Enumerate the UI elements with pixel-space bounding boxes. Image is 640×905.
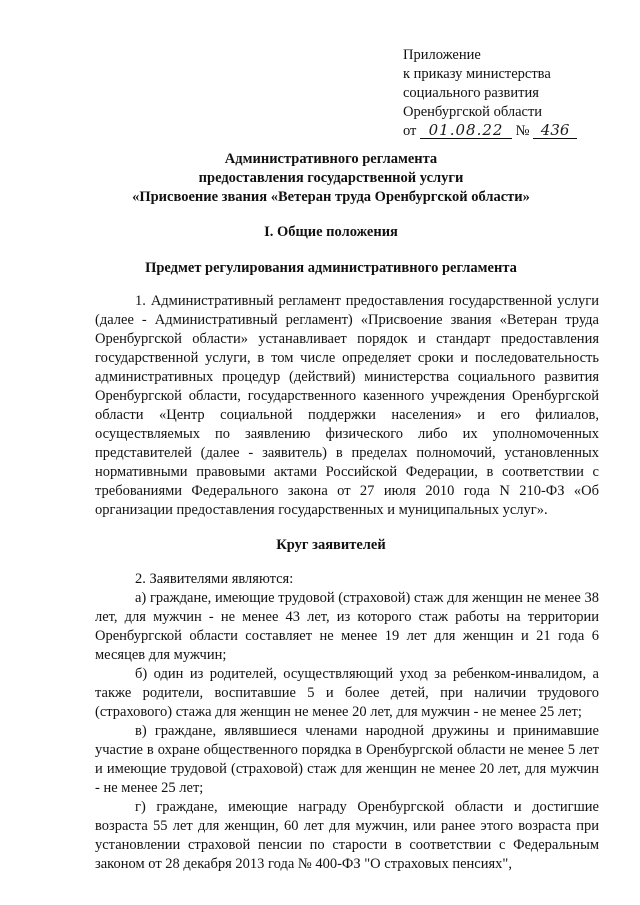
paragraph-1: 1. Административный регламент предоставления государственной услуги (далее - Административный регламент) «Присвоение звания «Ветеран труда Оренбургской области» устанавливает порядок и стандарт предоставления государственной услуги, в том числе определяет сроки и последовательность административных процедур (действий) министерства социального развития Оренбургской области, государственного казенного учреждения Оренбургской области «Центр социальной поддержки населения» и его филиалов, осуществляемых по заявлению физического либо их уполномоченных представителей (далее - заявитель) в пределах полномочий, установленных нормативными правовыми актами Российской Федерации, в соответствии с требованиями Федерального закона от 27 июля 2010 года N 210-ФЗ «Об организации предоставления государственных и муниципальных услуг».: [95, 293, 599, 518]
applicant-item-c: в) граждане, являвшиеся членами народной дружины и принимавшие участие в охране общественного порядка в Оренбургской области не менее 5 лет и имеющие трудовой (страховой) стаж для женщин не менее 20 лет, для мужчин - не менее 25 лет;: [95, 723, 599, 796]
title-line-1: Административного регламента: [224, 151, 438, 167]
appendix-line-3: социального развития: [403, 85, 539, 101]
applicant-item-d: г) граждане, имеющие награду Оренбургской области и достигшие возраста 55 лет для женщин, 60 лет для мужчин, или ранее этого возраста при установлении страховой пенсии по старости в соответствии с Федеральным законом от 28 декабря 2013 года № 400-ФЗ "О страховых пенсиях",: [95, 799, 599, 872]
handwritten-date: 01.08.22: [420, 122, 512, 139]
applicants-heading: Круг заявителей: [276, 537, 386, 553]
handwritten-number: 436: [533, 122, 577, 139]
number-label: №: [515, 123, 530, 139]
appendix-line-4: Оренбургской области: [403, 104, 543, 120]
appendix-date-number-line: [403, 122, 623, 141]
from-label: от: [403, 123, 417, 139]
title-line-3: «Присвоение звания «Ветеран труда Оренбургской области»: [132, 189, 530, 205]
applicant-item-a: а) граждане, имеющие трудовой (страховой) стаж для женщин не менее 38 лет, для мужчин - не менее 43 лет, из которого стаж работы на территории Оренбургской области составляет не менее 19 лет для женщин и 21 года 6 месяцев для мужчин;: [95, 590, 599, 663]
applicants-intro: 2. Заявителями являются:: [135, 571, 294, 587]
document-title: [96, 150, 566, 207]
title-line-2: предоставления государственной услуги: [198, 170, 464, 186]
section-heading: I. Общие положения: [264, 224, 398, 240]
appendix-block: [403, 46, 623, 141]
applicant-item-b: б) один из родителей, осуществляющий уход за ребенком-инвалидом, а также родители, воспитавшие 5 и более детей, при наличии трудового (страхового) стажа для женщин не менее 20 лет, для мужчин - не менее 25 лет;: [95, 666, 599, 720]
appendix-line-1: Приложение: [403, 47, 481, 63]
subsection-heading: Предмет регулирования административного регламента: [145, 260, 517, 276]
appendix-line-2: к приказу министерства: [403, 66, 551, 82]
